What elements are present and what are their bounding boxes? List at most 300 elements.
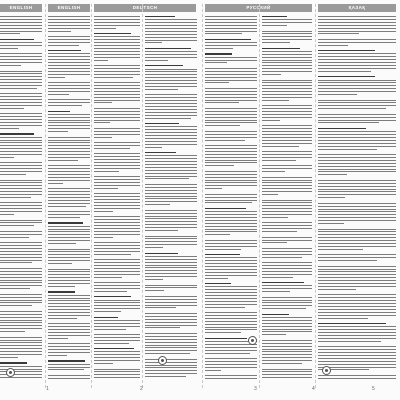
- subheading-line: [145, 253, 178, 254]
- text-line: [94, 74, 140, 75]
- text-line: [48, 94, 69, 95]
- text-line: [48, 326, 90, 327]
- text-line: [145, 167, 197, 168]
- text-line: [262, 91, 312, 92]
- text-line: [48, 188, 90, 189]
- text-line: [48, 177, 90, 178]
- subheading-line: [205, 338, 247, 339]
- text-line: [94, 185, 140, 186]
- text-line: [318, 117, 396, 118]
- text-line: [262, 88, 312, 89]
- text-line: [145, 198, 197, 199]
- text-line: [0, 174, 26, 175]
- page-number: 3: [254, 386, 257, 392]
- text-line: [48, 36, 90, 37]
- text-line: [262, 120, 280, 121]
- text-line: [318, 214, 396, 215]
- text-line: [94, 77, 133, 78]
- text-line: [262, 242, 287, 243]
- text-line: [94, 148, 130, 149]
- text-line: [0, 245, 42, 246]
- text-line: [318, 300, 396, 301]
- text-line: [0, 48, 18, 49]
- text-line: [318, 191, 396, 192]
- text-line: [0, 260, 42, 261]
- text-line: [318, 378, 396, 379]
- text-line: [205, 16, 257, 17]
- text-line: [94, 302, 140, 303]
- text-line: [262, 217, 288, 218]
- text-line: [0, 322, 42, 323]
- text-line: [262, 114, 312, 115]
- text-line: [205, 97, 257, 98]
- text-line: [145, 276, 197, 277]
- text-line: [262, 33, 312, 34]
- text-line: [94, 228, 140, 229]
- text-line: [94, 265, 140, 266]
- text-line: [0, 171, 42, 172]
- text-line: [318, 59, 396, 60]
- text-line: [262, 363, 302, 364]
- text-line: [318, 294, 396, 295]
- subheading-line: [318, 323, 386, 324]
- text-line: [94, 262, 140, 263]
- text-line: [94, 91, 140, 92]
- text-line: [48, 323, 90, 324]
- text-line: [0, 142, 42, 143]
- text-line: [48, 346, 90, 347]
- subheading-line: [205, 53, 232, 54]
- text-line: [94, 320, 140, 321]
- text-line: [0, 140, 42, 141]
- text-line: [318, 102, 396, 103]
- text-line: [0, 274, 42, 275]
- text-line: [48, 105, 82, 106]
- text-line: [318, 341, 381, 342]
- text-line: [205, 100, 257, 101]
- subheading-line: [318, 50, 375, 51]
- text-line: [262, 134, 312, 135]
- text-line: [94, 68, 140, 69]
- text-line: [262, 349, 312, 350]
- text-line: [0, 325, 42, 326]
- ce-mark-icon: [248, 336, 257, 345]
- text-line: [94, 254, 131, 255]
- text-line: [262, 160, 296, 161]
- text-line: [0, 262, 32, 263]
- text-line: [205, 220, 257, 221]
- text-line: [205, 292, 257, 293]
- text-line: [48, 91, 90, 92]
- text-line: [318, 42, 396, 43]
- text-line: [318, 91, 396, 92]
- text-line: [0, 180, 42, 181]
- text-line: [318, 169, 396, 170]
- text-line: [205, 77, 257, 78]
- text-line: [0, 82, 42, 83]
- text-line: [94, 97, 140, 98]
- text-line: [318, 65, 396, 66]
- text-line: [0, 165, 42, 166]
- text-line: [318, 194, 396, 195]
- subheading-line: [262, 16, 287, 17]
- text-line: [318, 16, 396, 17]
- text-line: [145, 103, 197, 104]
- text-line: [48, 226, 90, 227]
- text-line: [0, 202, 42, 203]
- text-line: [145, 370, 197, 371]
- text-line: [205, 289, 257, 290]
- text-line: [318, 375, 396, 376]
- text-line: [318, 149, 377, 150]
- text-line: [48, 309, 90, 310]
- text-line: [145, 347, 197, 348]
- text-line: [318, 274, 396, 275]
- text-line: [0, 225, 34, 226]
- text-line: [205, 165, 234, 166]
- text-line: [0, 366, 42, 367]
- text-line: [94, 28, 116, 29]
- text-line: [318, 160, 396, 161]
- text-line: [262, 22, 312, 23]
- text-line: [145, 290, 164, 291]
- text-line: [48, 171, 90, 172]
- text-line: [94, 94, 140, 95]
- text-line: [48, 286, 75, 287]
- text-line: [145, 210, 197, 211]
- text-line: [262, 128, 312, 129]
- text-line: [0, 168, 42, 169]
- text-line: [262, 211, 312, 212]
- text-line: [262, 191, 312, 192]
- text-line: [205, 378, 257, 379]
- text-line: [0, 280, 42, 281]
- text-line: [48, 71, 90, 72]
- text-line: [94, 251, 140, 252]
- text-line: [262, 323, 312, 324]
- text-line: [48, 367, 90, 368]
- text-line: [318, 189, 396, 190]
- text-line: [205, 80, 257, 81]
- text-line: [145, 100, 197, 101]
- text-line: [318, 62, 396, 63]
- text-line: [48, 254, 90, 255]
- text-line: [48, 191, 90, 192]
- text-line: [94, 245, 140, 246]
- text-line: [145, 216, 197, 217]
- text-line: [0, 254, 42, 255]
- text-line: [0, 285, 42, 286]
- text-line: [145, 319, 197, 320]
- text-line: [205, 188, 222, 189]
- text-line: [318, 68, 396, 69]
- text-line: [0, 42, 42, 43]
- text-line: [94, 377, 140, 378]
- text-line: [0, 211, 42, 212]
- text-line: [145, 37, 197, 38]
- text-line: [94, 71, 140, 72]
- text-line: [262, 228, 312, 229]
- text-line: [48, 42, 90, 43]
- text-line: [262, 140, 312, 141]
- text-line: [94, 259, 140, 260]
- text-line: [0, 320, 42, 321]
- text-line: [205, 154, 257, 155]
- text-line: [262, 225, 312, 226]
- text-line: [205, 185, 257, 186]
- subheading-line: [205, 283, 231, 284]
- text-line: [205, 211, 257, 212]
- text-line: [145, 19, 197, 20]
- text-line: [318, 329, 396, 330]
- text-line: [318, 39, 396, 40]
- subheading-line: [0, 39, 34, 40]
- text-line: [94, 371, 140, 372]
- text-line: [205, 234, 230, 235]
- text-line: [0, 222, 42, 223]
- text-line: [145, 265, 197, 266]
- text-line: [262, 85, 312, 86]
- section-header-col-6: [318, 4, 396, 12]
- text-line: [48, 168, 90, 169]
- text-line: [205, 301, 257, 302]
- text-line: [318, 289, 356, 290]
- text-line: [318, 166, 396, 167]
- text-line: [318, 85, 396, 86]
- text-line: [205, 332, 241, 333]
- text-line: [262, 305, 312, 306]
- section-header-col-1: [48, 4, 90, 12]
- text-line: [205, 298, 257, 299]
- text-line: [262, 369, 312, 370]
- page-number: 1: [46, 386, 49, 392]
- text-line: [262, 82, 312, 83]
- text-line: [262, 346, 312, 347]
- text-line: [48, 229, 90, 230]
- text-line: [145, 336, 197, 337]
- text-line: [262, 131, 312, 132]
- text-line: [262, 19, 312, 20]
- text-line: [318, 82, 396, 83]
- text-line: [94, 274, 140, 275]
- text-line: [205, 202, 252, 203]
- text-line: [205, 171, 257, 172]
- text-line: [0, 56, 42, 57]
- text-line: [48, 338, 68, 339]
- text-line: [0, 248, 42, 249]
- text-line: [205, 45, 257, 46]
- text-line: [262, 326, 312, 327]
- text-line: [145, 345, 197, 346]
- text-column-col-1: [48, 16, 90, 384]
- text-line: [145, 86, 197, 87]
- text-line: [48, 312, 90, 313]
- text-line: [94, 340, 140, 341]
- text-line: [0, 59, 42, 60]
- text-line: [205, 329, 257, 330]
- text-line: [0, 268, 42, 269]
- text-line: [0, 45, 42, 46]
- text-line: [318, 361, 396, 362]
- text-column-col-5: [262, 16, 312, 384]
- text-line: [145, 305, 197, 306]
- text-line: [48, 306, 90, 307]
- text-line: [262, 31, 312, 32]
- text-line: [48, 243, 76, 244]
- text-line: [94, 216, 140, 217]
- text-line: [318, 206, 396, 207]
- text-line: [205, 240, 257, 241]
- text-line: [48, 231, 90, 232]
- text-line: [94, 51, 140, 52]
- text-line: [205, 249, 241, 250]
- text-line: [262, 202, 312, 203]
- text-line: [48, 157, 90, 158]
- text-line: [205, 246, 257, 247]
- text-line: [262, 329, 312, 330]
- section-header-label: ENGLISH: [57, 5, 81, 10]
- text-line: [0, 208, 42, 209]
- text-line: [0, 188, 42, 189]
- section-header-col-2: [94, 4, 196, 12]
- text-line: [145, 256, 197, 257]
- text-line: [0, 194, 42, 195]
- text-line: [0, 297, 42, 298]
- text-line: [145, 259, 197, 260]
- text-line: [48, 237, 90, 238]
- text-line: [145, 365, 197, 366]
- text-line: [318, 174, 347, 175]
- text-line: [48, 160, 78, 161]
- text-line: [48, 82, 90, 83]
- text-line: [0, 305, 32, 306]
- text-line: [48, 194, 90, 195]
- text-line: [48, 25, 90, 26]
- text-line: [0, 102, 42, 103]
- text-line: [48, 62, 90, 63]
- text-line: [48, 318, 77, 319]
- text-line: [262, 182, 312, 183]
- text-line: [145, 57, 197, 58]
- text-line: [48, 280, 90, 281]
- text-line: [145, 287, 197, 288]
- text-line: [0, 25, 42, 26]
- text-line: [205, 125, 240, 126]
- section-header-col-0: [0, 4, 42, 12]
- text-line: [318, 234, 396, 235]
- text-line: [262, 351, 312, 352]
- text-line: [205, 272, 257, 273]
- text-line: [0, 28, 42, 29]
- subheading-line: [0, 362, 27, 363]
- text-line: [48, 283, 90, 284]
- text-line: [145, 322, 197, 323]
- text-line: [205, 226, 257, 227]
- text-line: [205, 260, 257, 261]
- text-line: [262, 357, 312, 358]
- subheading-line: [318, 128, 366, 129]
- text-line: [318, 355, 396, 356]
- text-line: [318, 231, 396, 232]
- text-line: [0, 31, 42, 32]
- text-line: [145, 126, 197, 127]
- text-line: [0, 125, 42, 126]
- text-line: [205, 114, 257, 115]
- text-line: [205, 312, 257, 313]
- text-line: [94, 196, 140, 197]
- text-line: [145, 112, 197, 113]
- text-line: [94, 202, 140, 203]
- text-line: [0, 328, 42, 329]
- text-line: [94, 131, 140, 132]
- text-line: [145, 22, 197, 23]
- text-line: [318, 56, 396, 57]
- text-line: [262, 157, 312, 158]
- text-line: [94, 137, 112, 138]
- text-line: [318, 22, 396, 23]
- text-line: [48, 77, 65, 78]
- text-line: [145, 34, 197, 35]
- text-line: [262, 125, 312, 126]
- column-separator: [202, 4, 203, 388]
- text-line: [205, 350, 257, 351]
- text-line: [48, 295, 90, 296]
- text-line: [0, 345, 42, 346]
- text-line: [318, 203, 396, 204]
- text-line: [0, 62, 42, 63]
- text-line: [205, 275, 257, 276]
- text-line: [145, 155, 197, 156]
- text-line: [48, 122, 90, 123]
- text-line: [205, 217, 257, 218]
- text-line: [48, 174, 90, 175]
- text-line: [0, 99, 42, 100]
- text-line: [0, 277, 42, 278]
- text-line: [48, 45, 79, 46]
- text-line: [262, 205, 312, 206]
- text-line: [48, 165, 90, 166]
- text-line: [318, 28, 396, 29]
- text-line: [94, 193, 140, 194]
- text-line: [94, 268, 140, 269]
- subheading-line: [205, 208, 246, 209]
- text-line: [318, 358, 396, 359]
- text-line: [94, 282, 140, 283]
- text-line: [48, 16, 90, 17]
- ce-mark-icon: [322, 366, 331, 375]
- text-line: [94, 16, 140, 17]
- text-line: [145, 221, 197, 222]
- text-line: [94, 176, 140, 177]
- text-line: [94, 85, 140, 86]
- text-line: [48, 343, 90, 344]
- text-line: [205, 25, 257, 26]
- text-line: [94, 168, 140, 169]
- text-line: [94, 60, 108, 61]
- text-line: [205, 243, 257, 244]
- text-line: [145, 196, 197, 197]
- text-line: [205, 180, 257, 181]
- text-line: [205, 22, 257, 23]
- text-line: [94, 153, 140, 154]
- text-line: [145, 285, 197, 286]
- subheading-line: [145, 65, 183, 66]
- text-line: [262, 285, 312, 286]
- text-line: [262, 308, 306, 309]
- text-line: [262, 251, 312, 252]
- text-line: [318, 246, 396, 247]
- text-line: [205, 117, 257, 118]
